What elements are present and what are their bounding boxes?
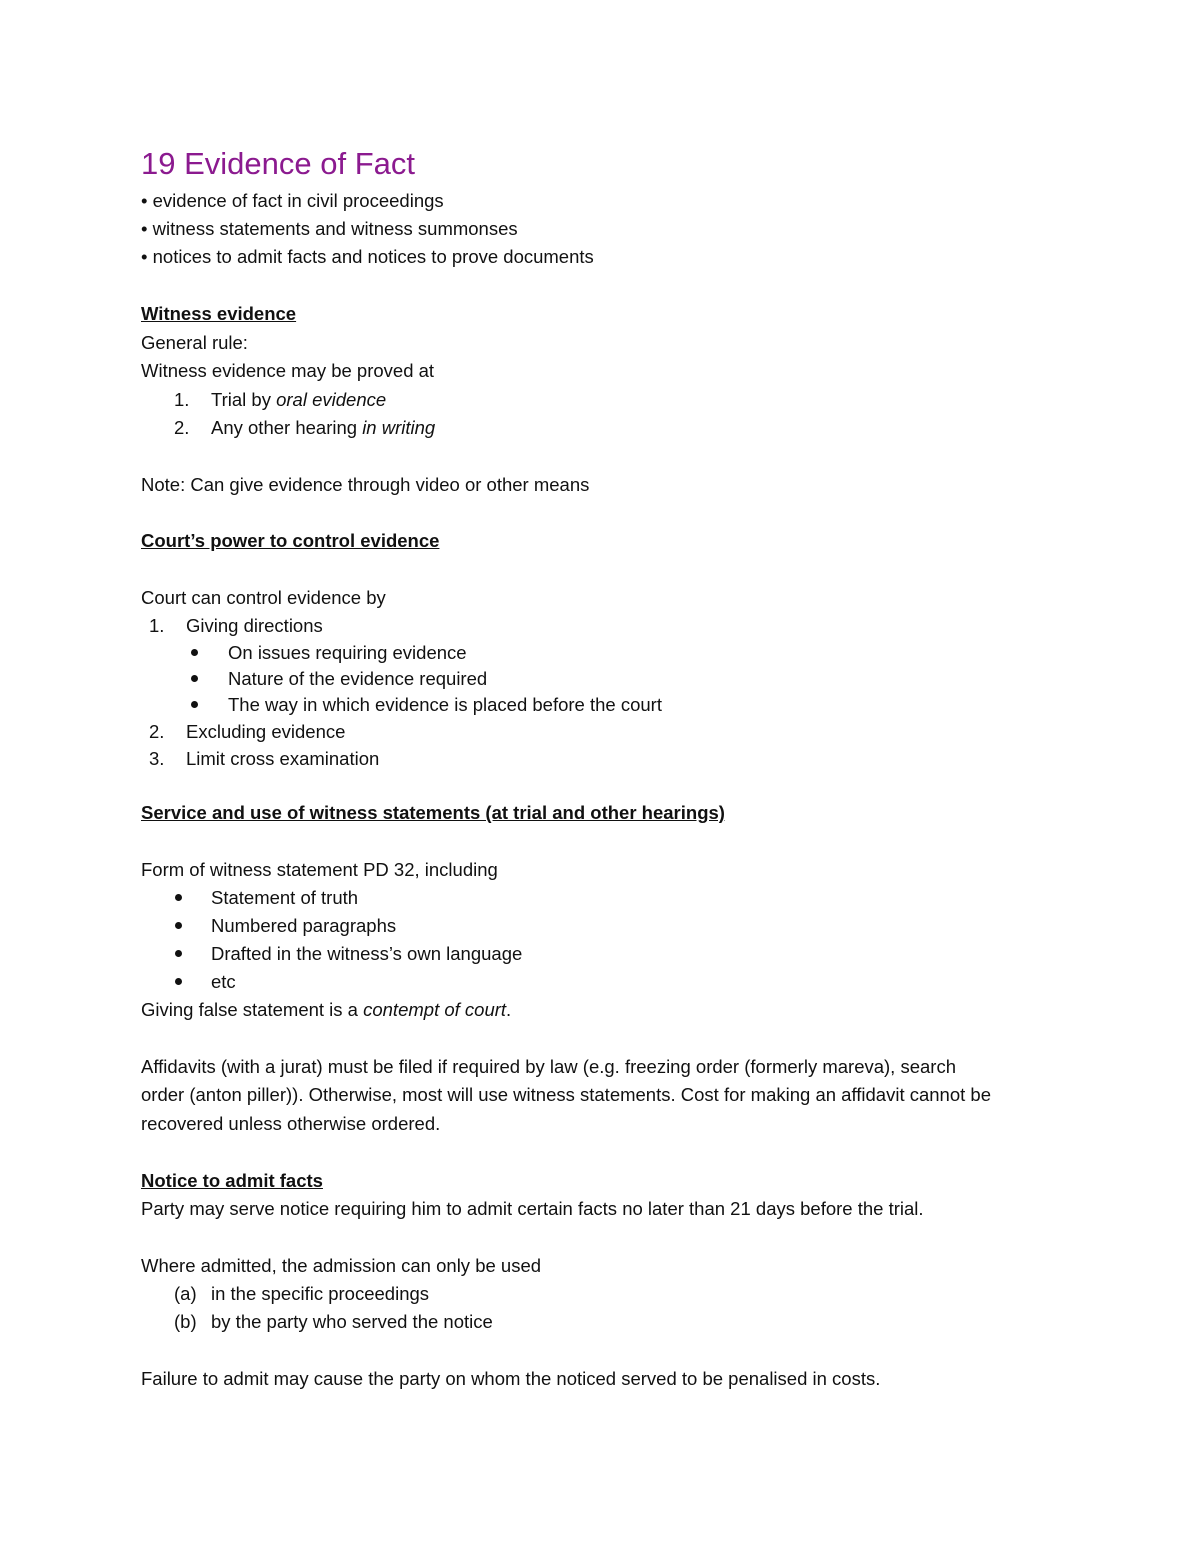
bullet-icon xyxy=(191,675,198,682)
page-title: 19 Evidence of Fact xyxy=(141,146,415,181)
list-item: Numbered paragraphs xyxy=(211,915,397,936)
service-lead: Form of witness statement PD 32, including xyxy=(141,859,498,880)
bullet-icon xyxy=(175,894,182,901)
list-number: 2. xyxy=(174,417,190,438)
sub-list-item: The way in which evidence is placed before the court xyxy=(228,694,662,715)
list-item: Statement of truth xyxy=(211,887,359,908)
witness-evidence-lead: Witness evidence may be proved at xyxy=(141,360,435,381)
list-number: 1. xyxy=(149,615,165,636)
failure-line: Failure to admit may cause the party on whom the noticed served to be penalised in costs. xyxy=(141,1368,881,1389)
bullet-icon xyxy=(191,649,198,656)
affidavit-line: Affidavits (with a jurat) must be filed if required by law (e.g. freezing order (formerly mareva), search xyxy=(141,1056,956,1077)
list-item: Drafted in the witness’s own language xyxy=(211,943,523,964)
list-number: 1. xyxy=(174,389,190,410)
notice-lead: Where admitted, the admission can only be used xyxy=(141,1255,542,1276)
intro-item: • witness statements and witness summonses xyxy=(141,218,518,239)
general-rule-label: General rule: xyxy=(141,332,248,353)
affidavit-line: recovered unless otherwise ordered. xyxy=(141,1113,441,1134)
sub-list-item: Nature of the evidence required xyxy=(228,668,488,689)
list-label: (b) xyxy=(174,1311,197,1332)
list-item: Excluding evidence xyxy=(186,721,346,742)
intro-item: • evidence of fact in civil proceedings xyxy=(141,190,444,211)
witness-evidence-heading: Witness evidence xyxy=(141,303,297,324)
bullet-icon xyxy=(191,701,198,708)
list-item: by the party who served the notice xyxy=(211,1311,493,1332)
court-power-lead: Court can control evidence by xyxy=(141,587,386,608)
list-number: 2. xyxy=(149,721,165,742)
court-power-heading: Court’s power to control evidence xyxy=(141,530,440,551)
bullet-icon: • xyxy=(141,218,148,239)
note-line: Note: Can give evidence through video or other means xyxy=(141,474,590,495)
notice-line: Party may serve notice requiring him to admit certain facts no later than 21 days before the trial. xyxy=(141,1198,924,1219)
affidavit-line: order (anton piller)). Otherwise, most will use witness statements. Cost for making an affidavit cannot be xyxy=(141,1084,991,1105)
list-item: etc xyxy=(211,971,236,992)
service-heading: Service and use of witness statements (at trial and other hearings) xyxy=(141,802,725,823)
bullet-icon xyxy=(175,950,182,957)
bullet-icon: • xyxy=(141,190,148,211)
list-item: Trial by oral evidence xyxy=(211,389,387,410)
false-statement-line: Giving false statement is a contempt of court. xyxy=(141,999,512,1020)
list-item: in the specific proceedings xyxy=(211,1283,430,1304)
bullet-icon xyxy=(175,922,182,929)
list-number: 3. xyxy=(149,748,165,769)
list-label: (a) xyxy=(174,1283,197,1304)
notice-heading: Notice to admit facts xyxy=(141,1170,323,1191)
bullet-icon xyxy=(175,978,182,985)
list-item: Giving directions xyxy=(186,615,323,636)
bullet-icon: • xyxy=(141,246,148,267)
intro-item: • notices to admit facts and notices to prove documents xyxy=(141,246,594,267)
list-item: Any other hearing in writing xyxy=(211,417,436,438)
sub-list-item: On issues requiring evidence xyxy=(228,642,467,663)
list-item: Limit cross examination xyxy=(186,748,380,769)
